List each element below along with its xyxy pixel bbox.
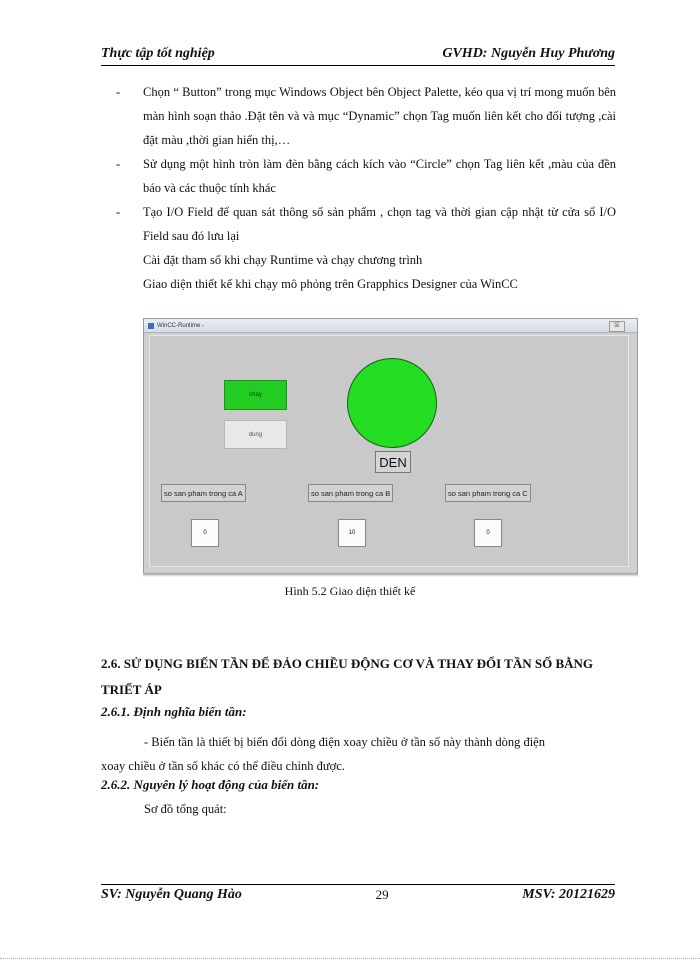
run-button[interactable]: chay	[224, 380, 287, 410]
io-field-b[interactable]: 10	[338, 519, 366, 547]
shift-b-label: so san pham trong ca B	[308, 484, 393, 502]
diagram-intro: Sơ đồ tổng quát:	[144, 802, 227, 816]
page-footer	[101, 884, 615, 907]
window-title: WinCC-Runtime -	[157, 322, 205, 329]
page-number: 29	[375, 887, 389, 902]
shift-a-label: so san pham trong ca A	[161, 484, 246, 502]
designer-line: Giao diện thiết kế khi chạy mô phỏng trên Grapphics Designer của WinCC	[143, 277, 518, 291]
io-field-c[interactable]: 0	[474, 519, 502, 547]
section-title: 2.6. SỬ DỤNG BIẾN TẦN ĐỂ ĐẢO CHIỀU ĐỘNG CƠ VÀ THAY ĐỔI TẦN SỐ BẰNG TRIẾT ÁP	[101, 656, 594, 697]
header-right: GVHD: Nguyễn Huy Phương	[442, 46, 615, 61]
list-item: - Sử dụng một hình tròn làm đèn bằng cách kích vào “Circle” chọn Tag liên kết ,màu của đền báo và các thuộc tính khác	[116, 152, 616, 200]
page-edge-divider	[0, 958, 700, 959]
list-item: - Tạo I/O Field để quan sát thông số sản phẩm , chọn tag và thời gian cập nhật từ cửa sổ I/O Field sau đó lưu lại	[116, 200, 616, 248]
definition-paragraph: - Biến tần là thiết bị biến đổi dòng điện xoay chiều ở tần số này thành dòng điện xoay chiều ở tần số khác có thể điều chỉnh được.	[101, 735, 545, 773]
figure-caption: Hình 5.2 Giao diện thiết kế	[284, 584, 416, 598]
lamp-circle	[347, 358, 437, 448]
lamp-label: DEN	[375, 451, 411, 473]
io-field-a[interactable]: 0	[191, 519, 219, 547]
stop-button[interactable]: dung	[224, 420, 287, 449]
runtime-canvas	[149, 335, 629, 567]
bullet-dash: -	[116, 157, 121, 171]
header-left: Thực tập tốt nghiệp	[101, 46, 215, 61]
shift-c-label: so san pham trong ca C	[445, 484, 531, 502]
wincc-runtime-screenshot	[143, 318, 638, 576]
screenshot-shadow	[143, 573, 638, 577]
window-titlebar	[144, 319, 637, 333]
subsection-title-1: 2.6.1. Định nghĩa biến tần:	[101, 704, 247, 719]
instruction-list	[116, 80, 616, 296]
page-header	[101, 40, 615, 66]
list-item: - Chọn “ Button” trong mục Windows Object bên Object Palette, kéo qua vị trí mong muốn bên màn hình soạn thảo .Đặt tên và và mục “Dynamic” chọn Tag muốn liên kết cho đối tượng ,cài đặt màu ,thời gian hiển thị,…	[116, 80, 616, 152]
footer-student: SV: Nguyễn Quang Hào	[101, 887, 242, 902]
footer-student-id: MSV: 20121629	[522, 887, 615, 902]
subsection-title-2: 2.6.2. Nguyên lý hoạt động của biến tần:	[101, 777, 320, 792]
close-icon[interactable]: ☒	[609, 321, 625, 332]
bullet-dash: -	[116, 205, 121, 219]
bullet-dash: -	[116, 85, 121, 99]
runtime-line: Cài đặt tham số khi chạy Runtime và chạy chương trình	[143, 253, 423, 267]
app-icon	[148, 323, 154, 329]
